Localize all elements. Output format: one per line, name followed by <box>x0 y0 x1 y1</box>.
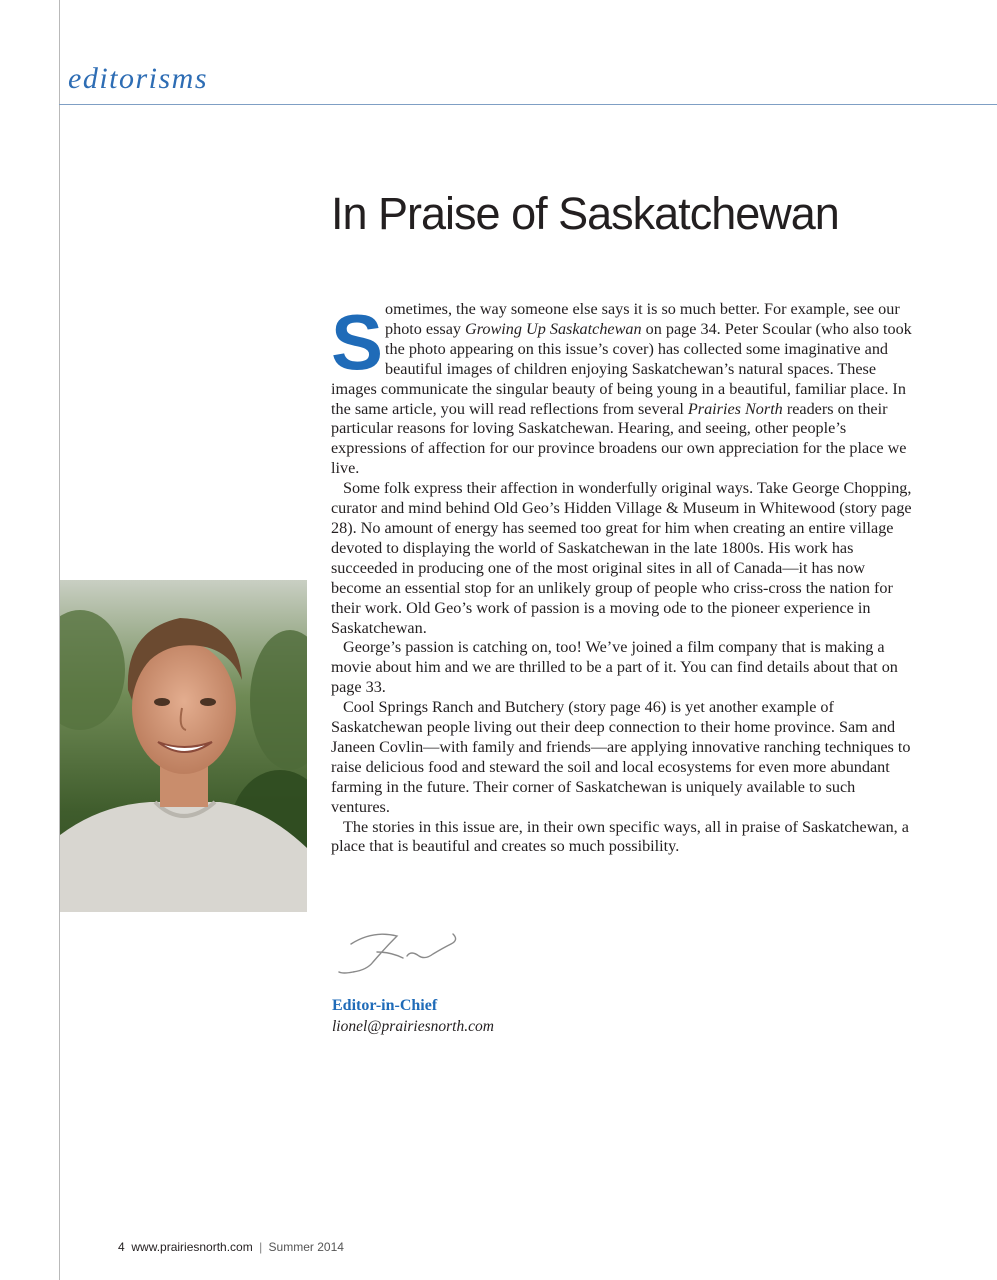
page-footer <box>118 1240 344 1254</box>
paragraph-1 <box>331 300 915 479</box>
section-label: editorisms <box>68 62 209 95</box>
p1-text-a: ometimes, the way someone else says it is so much better. For example, see our photo essay <box>385 300 900 338</box>
page-number: 4 <box>118 1240 125 1254</box>
editor-portrait-photo <box>60 580 307 912</box>
footer-website[interactable]: www.prairiesnorth.com <box>131 1240 253 1254</box>
paragraph-2: Some folk express their affection in wonderfully original ways. Take George Chopping, curator and mind behind Old Geo’s Hidden Village & Museum in Whitewood (story page 28). No amount of energy has seemed too great for him when creating an entire village devoted to displaying the world of Saskatchewan in the late 1800s. His work has succeeded in producing one of the most original sites in all of Canada—it has now become an essential stop for an unlikely group of people who criss-cross the nation for their work. Old Geo’s work of passion is a moving ode to the pioneer experience in Saskatchewan. <box>331 479 912 637</box>
p1-italic-title: Growing Up Saskatchewan <box>465 319 642 338</box>
signature-image <box>333 922 463 978</box>
p1-text-e: readers on their particular reasons for loving Saskatchewan. Hearing, and seeing, other people’s expressions of affection for our province broadens our own appreciation for the place we live. <box>331 399 907 478</box>
header-rule <box>59 104 997 105</box>
drop-cap: S <box>331 298 384 386</box>
author-email[interactable]: lionel@prairiesnorth.com <box>332 1018 494 1035</box>
author-role: Editor-in-Chief <box>332 997 438 1014</box>
paragraph-3: George’s passion is catching on, too! We’ve joined a film company that is making a movie about him and we are thrilled to be a part of it. You can find details about that on page 33. <box>331 638 898 697</box>
p1-italic-magazine: Prairies North <box>687 399 783 418</box>
paragraph-5: The stories in this issue are, in their own specific ways, all in praise of Saskatchewan, a place that is beautiful and creates so much possibility. <box>331 817 909 856</box>
article-body <box>331 300 915 857</box>
p1-text-c: on page 34. Peter Scoular (who also took the photo appearing on this issue’s cover) has collected some imaginative and beautiful images of children enjoying Saskatchewan’s natural spaces. These images communicate the singular beauty of being young in a beautiful, familiar place. In the same article, you will read reflections from several <box>331 319 912 418</box>
article-title: In Praise of Saskatchewan <box>331 188 839 239</box>
footer-issue: Summer 2014 <box>268 1240 344 1254</box>
paragraph-4: Cool Springs Ranch and Butchery (story page 46) is yet another example of Saskatchewan people living out their deep connection to their home province. Sam and Janeen Covlin—with family and friends—are applying innovative ranching techniques to raise delicious food and steward the soil and local ecosystems for even more abundant farming in the future. Their corner of Saskatchewan is uniquely available to such ventures. <box>331 698 911 816</box>
footer-separator: | <box>259 1240 263 1254</box>
